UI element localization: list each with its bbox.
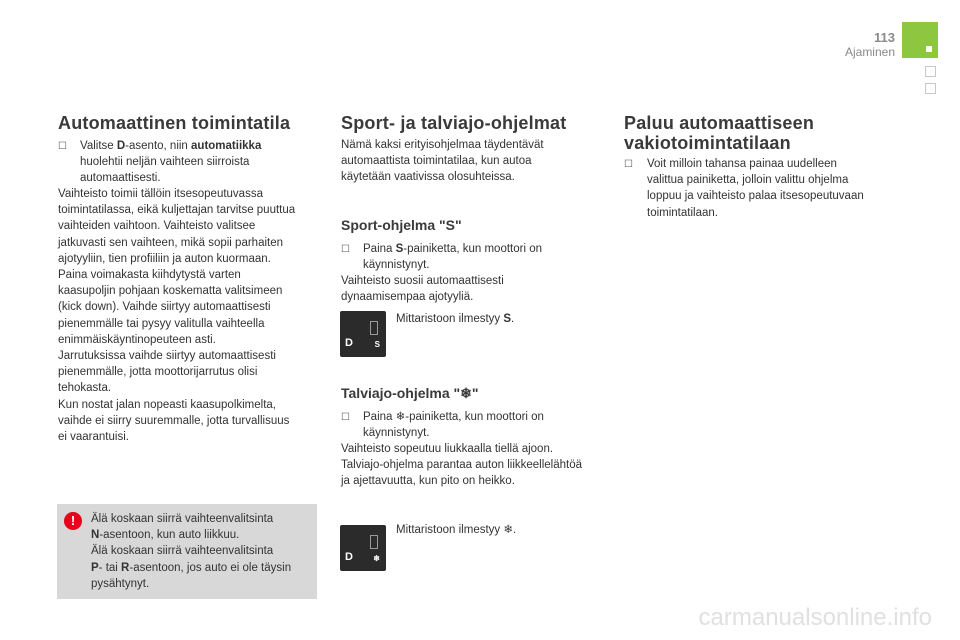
display-sport: Mittaristoon ilmestyy S. xyxy=(396,313,515,325)
check-box-icon: ☐ xyxy=(624,159,633,170)
heading-automatic-mode: Automaattinen toimintatila xyxy=(58,113,291,133)
section-title: Ajaminen xyxy=(844,45,895,59)
check-box-icon: ☐ xyxy=(58,141,67,152)
bullet-sport: Paina S-painiketta, kun moottori on käynnistynyt. xyxy=(363,243,542,272)
heading-sport-winter: Sport- ja talviajo-ohjelmat xyxy=(341,113,567,133)
instrument-panel-icon: D S xyxy=(340,311,386,357)
heading-sport: Sport-ohjelma "S" xyxy=(341,217,462,233)
warning-text: Älä koskaan siirrä vaihteenvalitsinta N-asentoon, kun auto liikkuu. Älä koskaan siirrä vaihteenvalitsinta P- tai R-asentoon, jos auto ei ole täysin pysähtynyt. xyxy=(91,513,292,590)
display-winter: Mittaristoon ilmestyy ❄. xyxy=(396,524,517,536)
paragraph-intro: Nämä kaksi erityisohjelmaa täydentävät automaattista toimintatilaa, kun autoa käytetään vaativissa olosuhteissa. xyxy=(341,139,544,184)
check-box-icon: ☐ xyxy=(341,244,350,255)
chapter-tab xyxy=(925,83,936,94)
heading-return-auto: Paluu automaattiseen vakiotoimintatilaan xyxy=(624,113,815,153)
page-number: 113 xyxy=(874,30,895,45)
bullet-winter: Paina ❄-painiketta, kun moottori on käynnistynyt. xyxy=(363,411,544,440)
watermark: carmanualsonline.info xyxy=(698,604,932,631)
bullet-select-d: Valitse D-asento, niin automatiikka huolehtii neljän vaihteen siirroista automaattisesti. xyxy=(80,140,262,185)
paragraph-winter: Vaihteisto sopeutuu liukkaalla tiellä ajoon. Talviajo-ohjelma parantaa auton liikkeellelähtöä ja ajettavuutta, kun pito on heikko. xyxy=(341,443,583,488)
check-box-icon: ☐ xyxy=(341,412,350,423)
paragraph-sport: Vaihteisto suosii automaattisesti dynaamisempaa ajotyyliä. xyxy=(341,275,504,304)
paragraph-automatic: Vaihteisto toimii tällöin itsesopeutuvassa toimintatilassa, eikä kuljettajan tarvitse puuttua vaihteiden vaihtoon. Vaihteisto valitsee jatkuvasti sen vaihteen, mikä sopii parhaiten ajotyyliin, tien profiiliin ja auton kuormaan. Paina voimakasta kiihdytystä varten kaasupoljin pohjaan koskematta valitsimeen (kick down). Vaihde siirtyy automaattisesti pienemmälle tai pysyy valitulla vaihteella enimmäiskäyntinopeuteen asti. Jarrutuksissa vaihde siirtyy automaattisesti pienemmälle, jotta moottorijarrutus olisi tehokasta. Kun nostat jalan nopeasti kaasupolkimelta, vaihde ei siirry suuremmalle, jotta turvallisuus ei vaarantuisi. xyxy=(58,188,296,444)
heading-winter: Talviajo-ohjelma "❄" xyxy=(341,385,479,401)
instrument-panel-icon: D ❄ xyxy=(340,525,386,571)
chapter-tab xyxy=(925,66,936,77)
exclamation-icon: ! xyxy=(64,512,82,530)
bullet-return: Voit milloin tahansa painaa uudelleen valittua painiketta, jolloin valittu ohjelma loppuu ja vaihteisto palaa itsesopeutuvaan toimintatilaan. xyxy=(647,158,864,219)
tab-marker-icon xyxy=(926,46,932,52)
chapter-tab-active xyxy=(902,22,938,58)
